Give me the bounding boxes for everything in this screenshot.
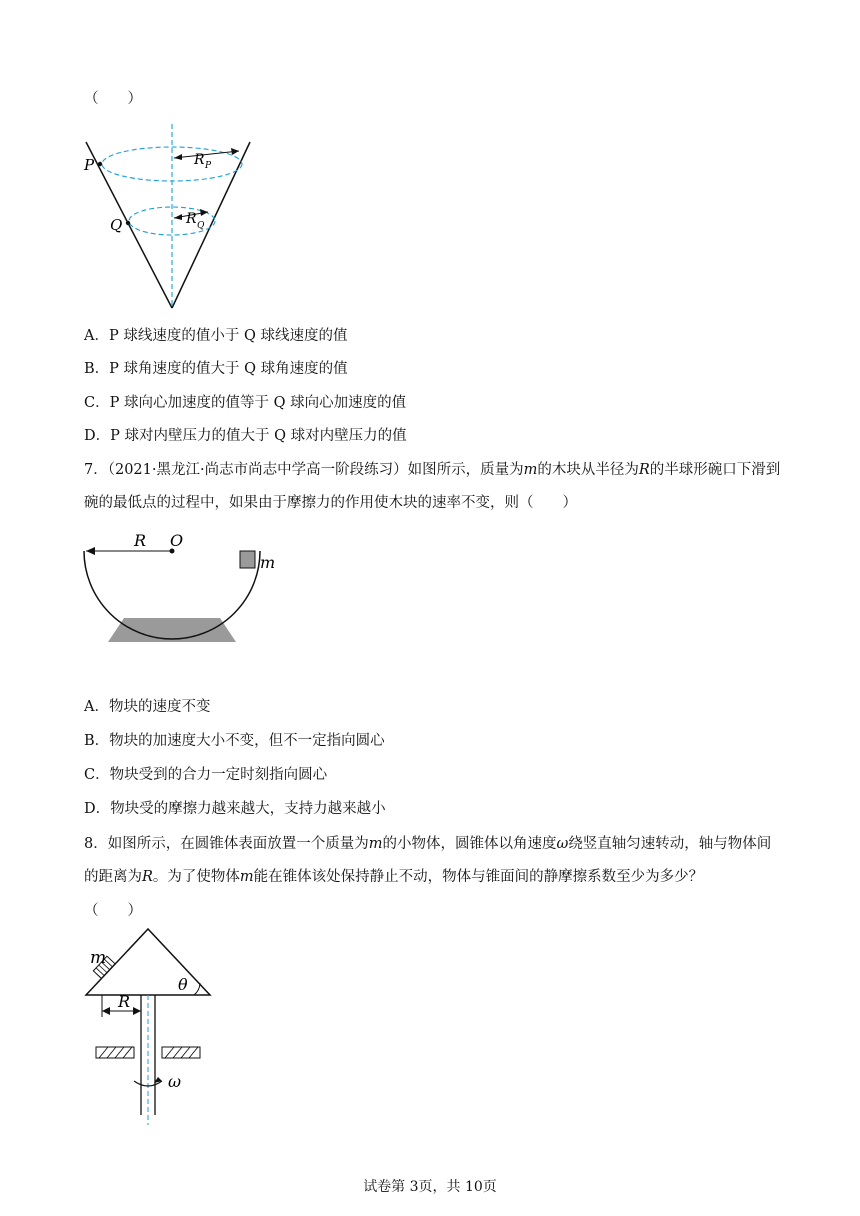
label-rp-sub: P	[205, 161, 212, 171]
q8-stem: 8．如图所示，在圆锥体表面放置一个质量为m的小物体，圆锥体以角速度ω绕竖直轴匀速转动，轴与物体间的距离为R。为了使物体m能在锥体该处保持静止不动，物体与锥面间的静摩擦系数至少为多少？	[84, 836, 772, 885]
q6-option-c: C．P 球向心加速度的值等于 Q 球向心加速度的值	[84, 395, 407, 411]
label-m: m	[260, 553, 276, 572]
label-o: O	[170, 531, 184, 550]
q7-option-c: C．物块受到的合力一定时刻指向圆心	[84, 767, 328, 783]
q6-option-d: D．P 球对内壁压力的值大于 Q 球对内壁压力的值	[84, 428, 407, 444]
ball-q	[126, 221, 130, 225]
q6-option-a: A．P 球线速度的值小于 Q 球线速度的值	[84, 328, 348, 344]
label-rq: R	[186, 211, 197, 227]
label-r: R	[118, 992, 131, 1011]
ball-p	[98, 162, 102, 166]
q7-source: （2021·黑龙江·尚志市尚志中学高一阶段练习）	[107, 462, 408, 478]
label-m: m	[90, 948, 107, 968]
label-p: P	[84, 156, 95, 174]
q7-option-a: A．物块的速度不变	[84, 699, 211, 715]
label-q: Q	[110, 216, 123, 234]
q7-number: 7．	[84, 462, 108, 478]
label-rq-sub: Q	[197, 221, 205, 231]
bowl-figure	[78, 526, 288, 648]
label-theta: θ	[178, 975, 188, 994]
rotating-cone-figure	[82, 925, 222, 1130]
q7-option-b: B．物块的加速度大小不变，但不一定指向圆心	[84, 733, 385, 749]
q6-option-b: B．P 球角速度的值大于 Q 球角速度的值	[84, 361, 348, 377]
label-rp: R	[194, 152, 205, 168]
label-omega: ω	[168, 1072, 182, 1091]
block-m	[240, 551, 255, 568]
label-r: R	[134, 531, 147, 550]
q8-answer-paren: （ ）	[84, 903, 142, 919]
q6-answer-paren: （ ）	[84, 91, 142, 107]
q8-number: 8．	[84, 836, 108, 852]
q7-option-d: D．物块受的摩擦力越来越大，支持力越来越小	[84, 801, 386, 817]
page-footer: 试卷第 3页，共 10页	[363, 1179, 497, 1195]
cone-left-wall	[86, 142, 172, 308]
q7-stem: 7．（2021·黑龙江·尚志市尚志中学高一阶段练习）如图所示，质量为m的木块从半径为R的半球形碗口下滑到碗的最低点的过程中，如果由于摩擦力的作用使木块的速率不变，则（ ）	[84, 462, 781, 511]
cone-figure	[82, 120, 262, 315]
